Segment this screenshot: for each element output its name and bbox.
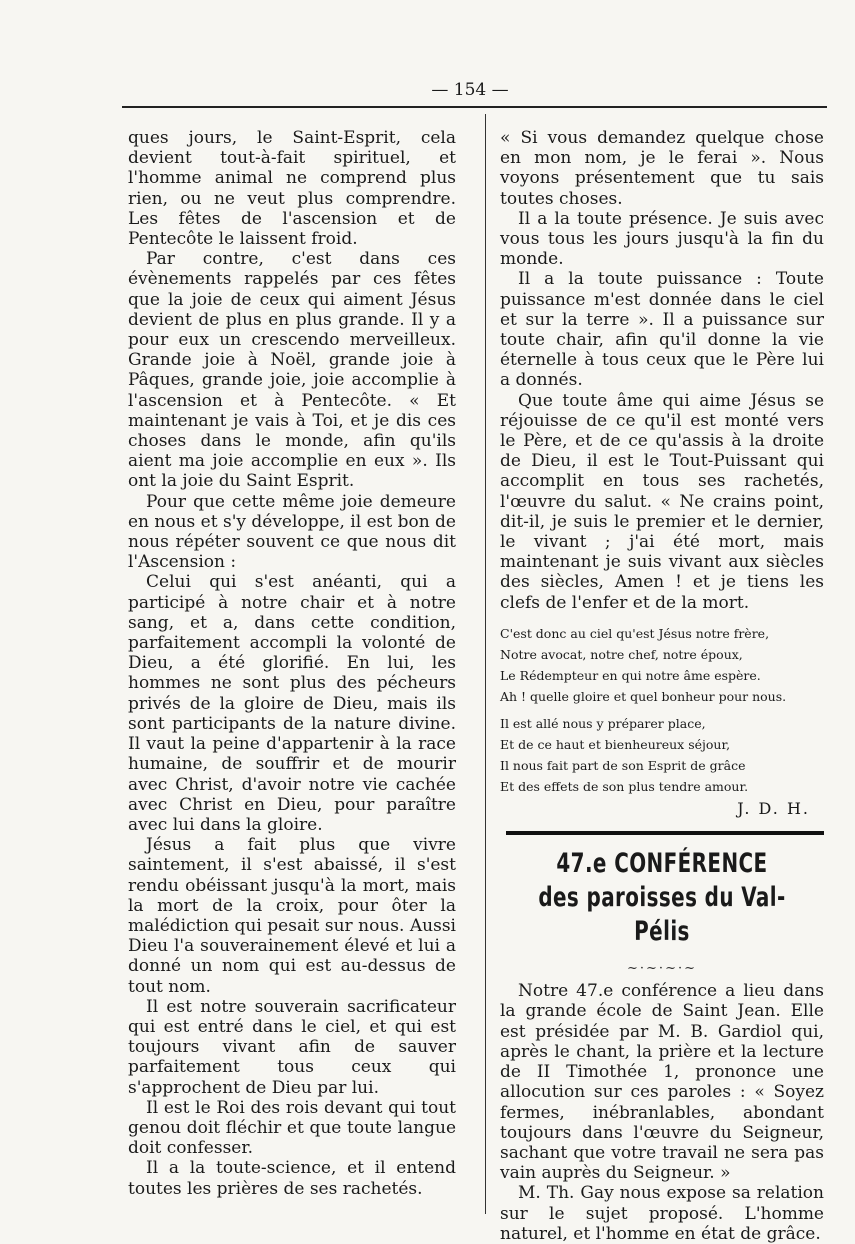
poem-line: Ah ! quelle gloire et quel bonheur pour nous.: [500, 688, 787, 704]
paragraph: Que toute âme qui aime Jésus se réjouisse de ce qu'il est monté vers le Père, et de ce qu'assis à la droite de Dieu, il est le Tout-Puissant qui accomplit en tous ses rachetés, l'œuvre du salut. « Ne crains point, dit-il, je suis le premier et le dernier, le vivant ; j'ai été mort, mais maintenant je suis vivant aux siècles des siècles, Amen ! et je tiens les clefs de l'enfer et de la mort.: [500, 390, 824, 613]
top-rule: [122, 106, 827, 108]
ornament-divider: ~·~·~·~: [627, 961, 697, 977]
right-column: [500, 128, 824, 1244]
poem-line: Il nous fait part de son Esprit de grâce: [500, 757, 746, 773]
column-divider: [485, 114, 486, 1214]
paragraph: Il a la toute puissance : Toute puissance m'est donnée dans le ciel et sur la terre ». Il a puissance sur toute chair, afin qu'il donne la vie éternelle à tous ceux que le Père lui a donnés.: [500, 269, 824, 391]
left-column: [128, 128, 456, 1199]
poem-line: Le Rédempteur en qui notre âme espère.: [500, 667, 761, 683]
poem-line: Il est allé nous y préparer place,: [500, 715, 706, 731]
paragraph: Il est le Roi des rois devant qui tout genou doit fléchir et que toute langue doit confesser.: [128, 1097, 456, 1159]
paragraph: Par contre, c'est dans ces évènements rappelés par ces fêtes que la joie de ceux qui aiment Jésus devient de plus en plus grande. Il y a pour eux un crescendo merveilleux. Grande joie à Noël, grande joie à Pâques, grande joie, joie accomplie à l'ascension et à Pentecôte. « Et maintenant je vais à Toi, et je dis ces choses dans le monde, afin qu'ils aient ma joie accomplie en eux ». Ils ont la joie du Saint Esprit.: [128, 249, 456, 492]
poem-line: C'est donc au ciel qu'est Jésus notre frère,: [500, 625, 770, 641]
paragraph: Notre 47.e conférence a lieu dans la grande école de Saint Jean. Elle est présidée par M. B. Gardiol qui, après le chant, la prière et la lecture de II Timothée 1, prononce une allocution sur ces paroles : « Soyez fermes, inébranlables, abondant toujours dans l'œuvre du Seigneur, sachant que votre travail ne sera pas vain auprès du Seigneur. »: [500, 981, 824, 1184]
section-rule: [506, 831, 824, 835]
paragraph: M. Th. Gay nous expose sa relation sur le sujet proposé. L'homme naturel, et l'homme en état de grâce.: [500, 1183, 824, 1244]
section-title-line-1: 47.e CONFÉRENCE: [556, 848, 768, 880]
section-title-line-2: des paroisses du Val-Pélis: [538, 882, 786, 948]
paragraph: Celui qui s'est anéanti, qui a participé à notre chair et à notre sang, et a, dans cette condition, parfaitement accompli la volonté de Dieu, a été glorifié. En lui, les hommes ne sont plus des pécheurs privés de la gloire de Dieu, mais ils sont participants de la nature divine. Il vaut la peine d'appartenir à la race humaine, de souffrir et de mourir avec Christ, d'avoir notre vie cachée avec Christ en Dieu, pour paraître avec lui dans la gloire.: [128, 572, 456, 835]
paragraph: Il est notre souverain sacrificateur qui est entré dans le ciel, et qui est toujours vivant afin de sauver parfaitement tous ceux qui s'approchent de Dieu par lui.: [128, 996, 456, 1098]
paragraph: Jésus a fait plus que vivre saintement, il s'est abaissé, il s'est rendu obéissant jusqu'à la mort, mais la mort de la croix, pour ôter la malédiction qui pesait sur nous. Aussi Dieu l'a souverainement élevé et lui a donné un nom qui est au-dessus de tout nom.: [128, 835, 456, 997]
poem-line: Et de ce haut et bienheureux séjour,: [500, 736, 731, 752]
paragraph: « Si vous demandez quelque chose en mon nom, je le ferai ». Nous voyons présentement que tu sais toutes choses.: [500, 128, 824, 209]
paragraph: Pour que cette même joie demeure en nous et s'y développe, il est bon de nous répéter souvent ce que nous dit l'Ascension :: [128, 491, 456, 573]
poem-stanza-1: [500, 623, 824, 707]
paragraph: Il a la toute-science, et il entend toutes les prières de ses rachetés.: [128, 1158, 456, 1199]
poem-stanza-2: [500, 713, 824, 797]
paragraph: ques jours, le Saint-Esprit, cela devient tout-à-fait spirituel, et l'homme animal ne comprend plus rien, ou ne veut plus comprendre. Les fêtes de l'ascension et de Pentecôte le laissent froid.: [128, 128, 456, 250]
signature: J. D. H.: [737, 798, 810, 818]
poem-line: Et des effets de son plus tendre amour.: [500, 778, 749, 794]
page-number: — 154 —: [431, 80, 509, 100]
paragraph: Il a la toute présence. Je suis avec vous tous les jours jusqu'à la fin du monde.: [500, 208, 824, 270]
poem-line: Notre avocat, notre chef, notre époux,: [500, 646, 743, 662]
